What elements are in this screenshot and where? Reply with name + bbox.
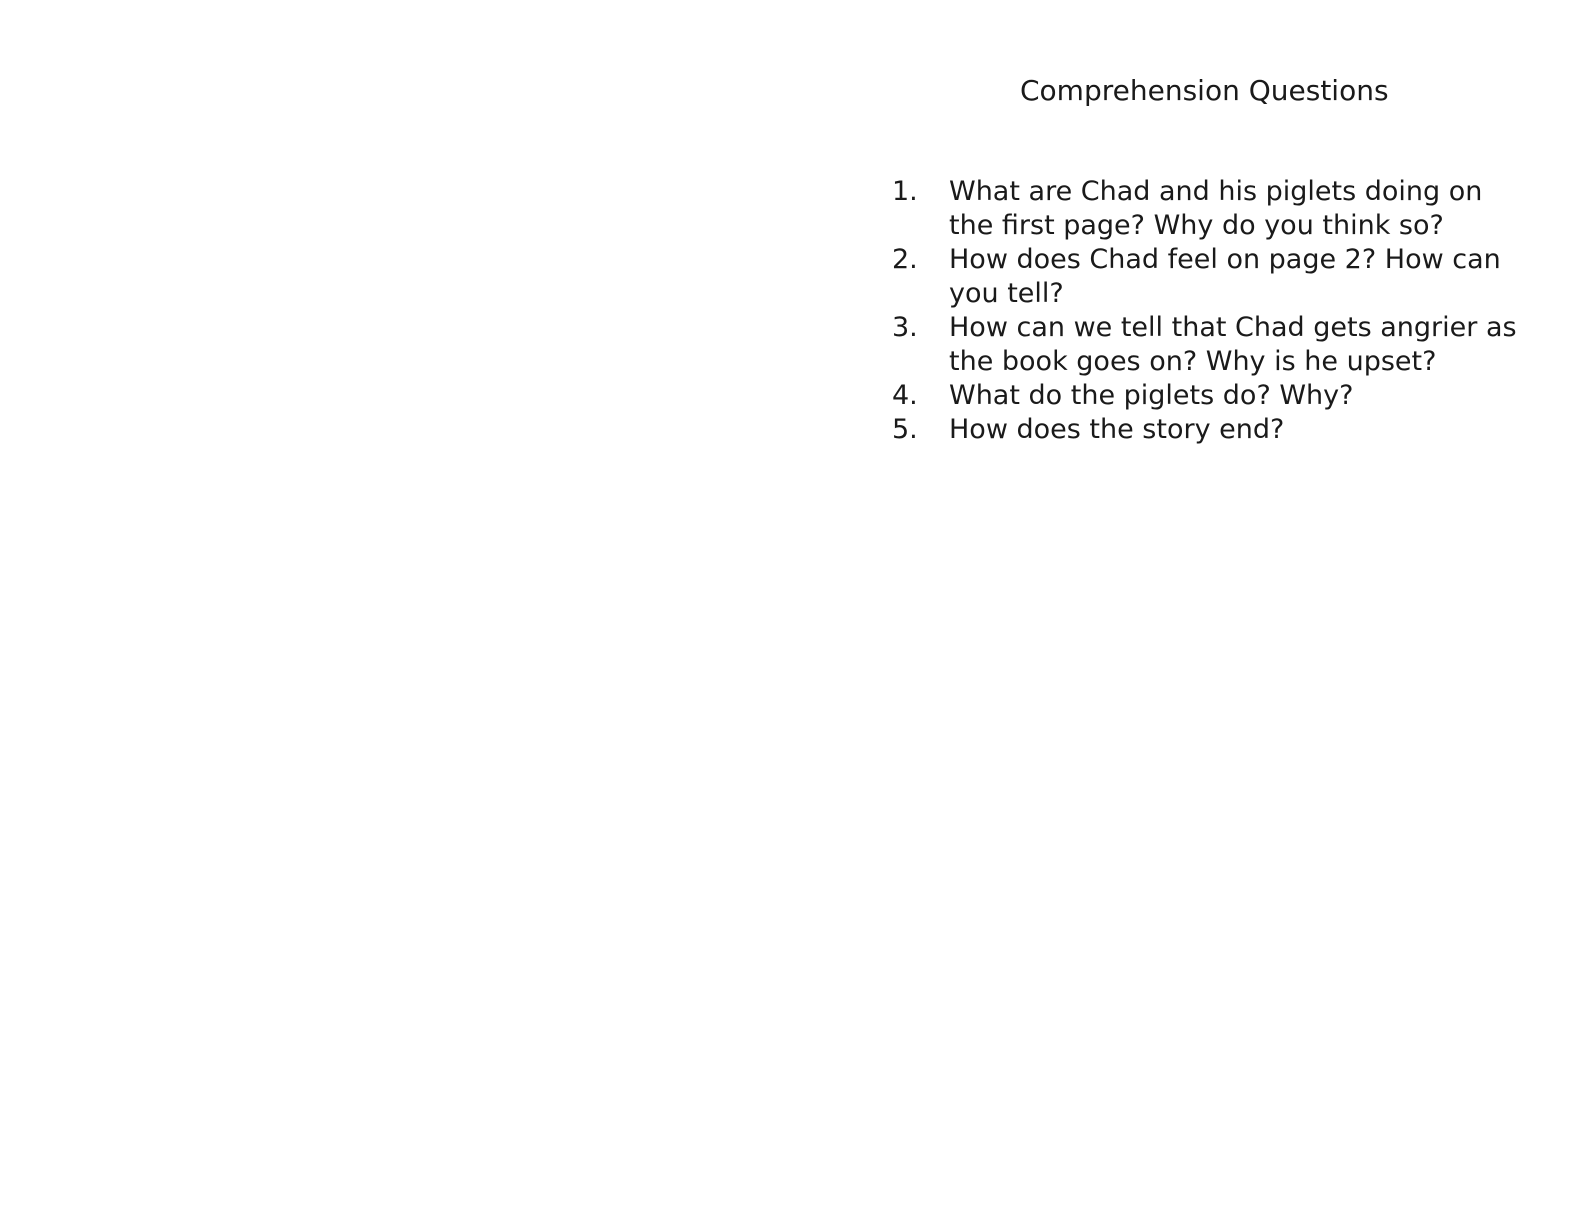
question-text: How can we tell that Chad gets angrier as the book goes on? Why is he upset? [949, 312, 1517, 377]
question-item [892, 379, 1532, 413]
question-text: What do the piglets do? Why? [949, 380, 1354, 411]
question-number: 5. [892, 414, 918, 445]
question-number: 2. [892, 244, 918, 275]
question-item [892, 243, 1532, 311]
question-item [892, 311, 1532, 379]
question-item [892, 413, 1532, 447]
question-item [892, 175, 1532, 243]
question-number: 3. [892, 312, 918, 343]
question-list [892, 175, 1532, 447]
question-number: 4. [892, 380, 918, 411]
page-title: Comprehension Questions [1020, 74, 1389, 107]
question-number: 1. [892, 176, 918, 207]
question-text: How does Chad feel on page 2? How can you tell? [949, 244, 1501, 309]
question-text: How does the story end? [949, 414, 1285, 445]
question-text: What are Chad and his piglets doing on the first page? Why do you think so? [949, 176, 1483, 241]
